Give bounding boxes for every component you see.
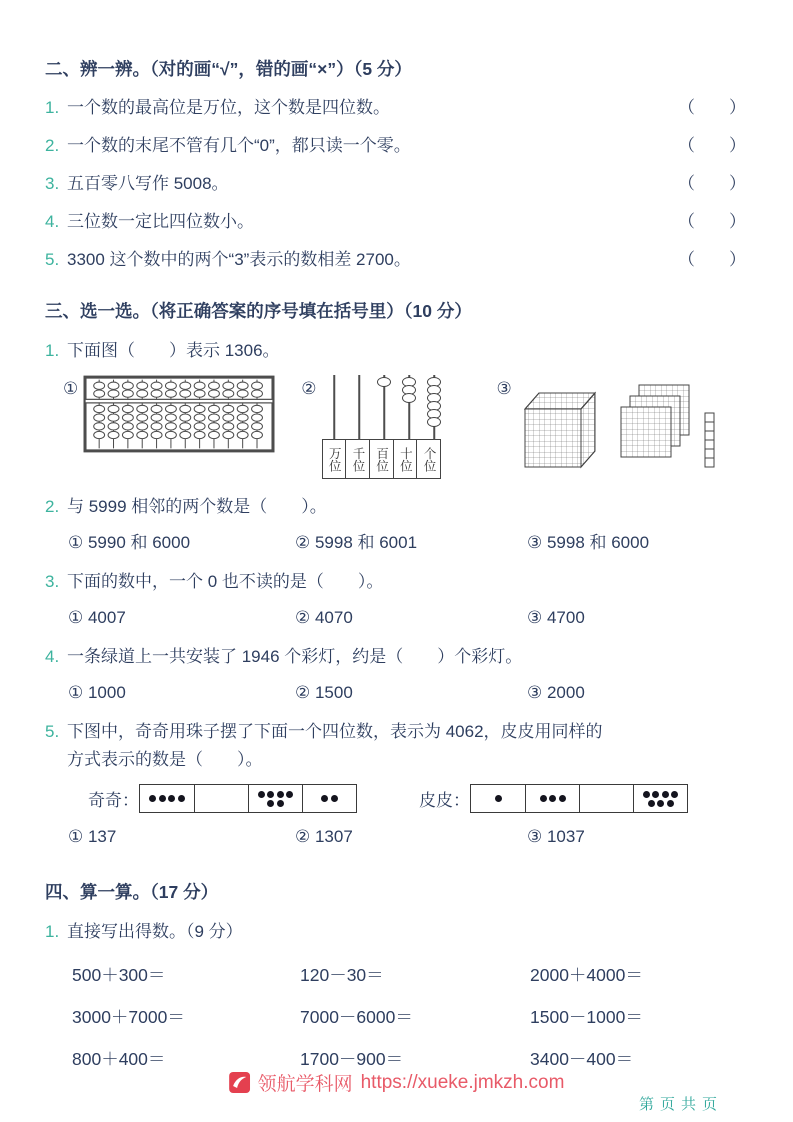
place-value-label: 百位: [369, 439, 394, 479]
question-text: 一个数的最高位是万位，这个数是四位数。: [67, 98, 390, 117]
watermark: [229, 1069, 565, 1096]
question-text: 与 5999 相邻的两个数是（ ）。: [67, 497, 327, 516]
q3-5-bead-figure: [88, 784, 748, 813]
problem-row-3: [72, 1048, 748, 1070]
tf-item-2: [45, 134, 748, 158]
counter-rod-qian: [347, 375, 372, 439]
q3-5-options: [68, 825, 748, 849]
arithmetic-problem[interactable]: 800＋400＝: [72, 1049, 166, 1069]
q3-5-line2: 方式表示的数是（ ）。: [67, 750, 263, 769]
arithmetic-problem[interactable]: 3400－400＝: [530, 1049, 634, 1069]
q3-3-options: [68, 606, 748, 630]
q3-1-line: [45, 339, 748, 363]
figure-counter: [301, 375, 446, 479]
watermark-site-name: 领航学科网: [257, 1074, 353, 1095]
question-number: 2.: [45, 497, 60, 516]
option-1[interactable]: ① 1000: [68, 683, 126, 702]
question-number: 1.: [45, 341, 60, 360]
problem-row-1: [72, 964, 748, 986]
arithmetic-problem[interactable]: 500＋300＝: [72, 965, 166, 985]
tf-item-1: [45, 96, 748, 120]
section3-title: 三、选一选。（将正确答案的序号填在括号里）（10 分）: [45, 301, 472, 321]
option-2[interactable]: ② 1500: [295, 683, 353, 702]
watermark-url: https://xueke.jmkzh.com: [360, 1071, 565, 1093]
counter-rod-wan: [322, 375, 347, 439]
question-number: 1.: [45, 98, 60, 117]
option-2[interactable]: ② 4070: [295, 608, 353, 627]
option-3[interactable]: ③ 2000: [527, 683, 585, 702]
bead-cell: [579, 785, 633, 812]
question-number: 3.: [45, 174, 60, 193]
pipi-bead-table: [470, 784, 688, 813]
watermark-logo-icon: [229, 1072, 250, 1093]
option-1[interactable]: ① 137: [68, 827, 117, 846]
section4-title: 四、算一算。（17 分）: [45, 882, 219, 902]
arithmetic-problem[interactable]: 3000＋7000＝: [72, 1007, 185, 1027]
counter-labels: [322, 439, 447, 479]
arithmetic-problem[interactable]: 1500－1000＝: [530, 1007, 643, 1027]
arithmetic-problem[interactable]: 2000＋4000＝: [530, 965, 643, 985]
arithmetic-problem[interactable]: 1700－900＝: [300, 1049, 404, 1069]
question-number: 4.: [45, 647, 60, 666]
question-text: 3300 这个数中的两个“3”表示的数相差 2700。: [67, 250, 411, 269]
answer-bracket[interactable]: （ ）: [678, 250, 746, 269]
option-3[interactable]: ③ 4700: [527, 608, 585, 627]
q3-1-figures: [63, 375, 748, 480]
place-value-counter-image: [322, 375, 447, 479]
answer-bracket[interactable]: （ ）: [678, 98, 746, 117]
figure-blocks: [497, 375, 722, 480]
question-number: 4.: [45, 212, 60, 231]
q4-1-line: [45, 920, 748, 944]
question-text: 三位数一定比四位数小。: [67, 212, 254, 231]
q3-3-line: [45, 570, 748, 594]
question-text: 一条绿道上一共安装了 1946 个彩灯，约是（ ）个彩灯。: [67, 647, 523, 666]
answer-bracket[interactable]: （ ）: [678, 136, 746, 155]
question-text: 直接写出得数。（9 分）: [67, 922, 243, 941]
tf-item-3: [45, 172, 748, 196]
counter-rod-shi: [397, 375, 422, 439]
question-number: 5.: [45, 722, 60, 741]
counter-rod-ge: [422, 375, 447, 439]
option-1[interactable]: ① 4007: [68, 608, 126, 627]
bead-cell: [302, 785, 356, 812]
counter-rods: [322, 375, 447, 439]
figure-label-3: ③: [496, 379, 512, 398]
q3-4-line: [45, 645, 748, 669]
option-2[interactable]: ② 5998 和 6001: [295, 533, 418, 552]
option-3[interactable]: ③ 5998 和 6000: [527, 533, 650, 552]
answer-bracket[interactable]: （ ）: [678, 212, 746, 231]
place-value-label: 千位: [345, 439, 370, 479]
pipi-label: 皮皮：: [419, 791, 470, 810]
arithmetic-problem[interactable]: 120－30＝: [300, 965, 384, 985]
question-text: 下面图（ ）表示 1306。: [67, 341, 280, 360]
option-3[interactable]: ③ 1037: [527, 827, 585, 846]
question-number: 2.: [45, 136, 60, 155]
arithmetic-problem[interactable]: 7000－6000＝: [300, 1007, 413, 1027]
q3-2-options: [68, 531, 748, 555]
place-value-label: 个位: [416, 439, 441, 479]
option-1[interactable]: ① 5990 和 6000: [68, 533, 191, 552]
q3-4-options: [68, 681, 748, 705]
q3-2-line: [45, 495, 748, 519]
bead-cell: [471, 785, 525, 812]
answer-bracket[interactable]: （ ）: [678, 174, 746, 193]
place-value-label: 万位: [322, 439, 347, 479]
figure-label-2: ②: [301, 379, 317, 398]
question-number: 5.: [45, 250, 60, 269]
bead-cell: [194, 785, 248, 812]
question-text: 一个数的末尾不管有几个“0”，都只读一个零。: [67, 136, 411, 155]
q3-5-line: [45, 720, 748, 744]
bead-cell: [140, 785, 194, 812]
tf-item-4: [45, 210, 748, 234]
problem-row-2: [72, 1006, 748, 1028]
page-number-label: 第页共页: [638, 1096, 723, 1113]
question-number: 3.: [45, 572, 60, 591]
question-number: 1.: [45, 922, 60, 941]
abacus-image: [83, 375, 275, 458]
base-ten-blocks-image: [517, 375, 722, 480]
bead-cell: [525, 785, 579, 812]
option-2[interactable]: ② 1307: [295, 827, 353, 846]
qiqi-label: 奇奇：: [88, 791, 139, 810]
question-text: 五百零八写作 5008。: [67, 174, 229, 193]
bead-cell: [248, 785, 302, 812]
bead-cell: [633, 785, 687, 812]
place-value-label: 十位: [393, 439, 418, 479]
qiqi-bead-table: [139, 784, 357, 813]
question-text: 下图中，奇奇用珠子摆了下面一个四位数，表示为 4062，皮皮用同样的: [67, 722, 603, 741]
question-text: 下面的数中，一个 0 也不读的是（ ）。: [67, 572, 384, 591]
figure-label-1: ①: [63, 379, 79, 398]
counter-rod-bai: [372, 375, 397, 439]
figure-abacus: [63, 375, 275, 458]
section2-title: 二、辨一辨。（对的画“√”，错的画“×”）（5 分）: [45, 59, 412, 79]
tf-item-5: [45, 248, 748, 272]
